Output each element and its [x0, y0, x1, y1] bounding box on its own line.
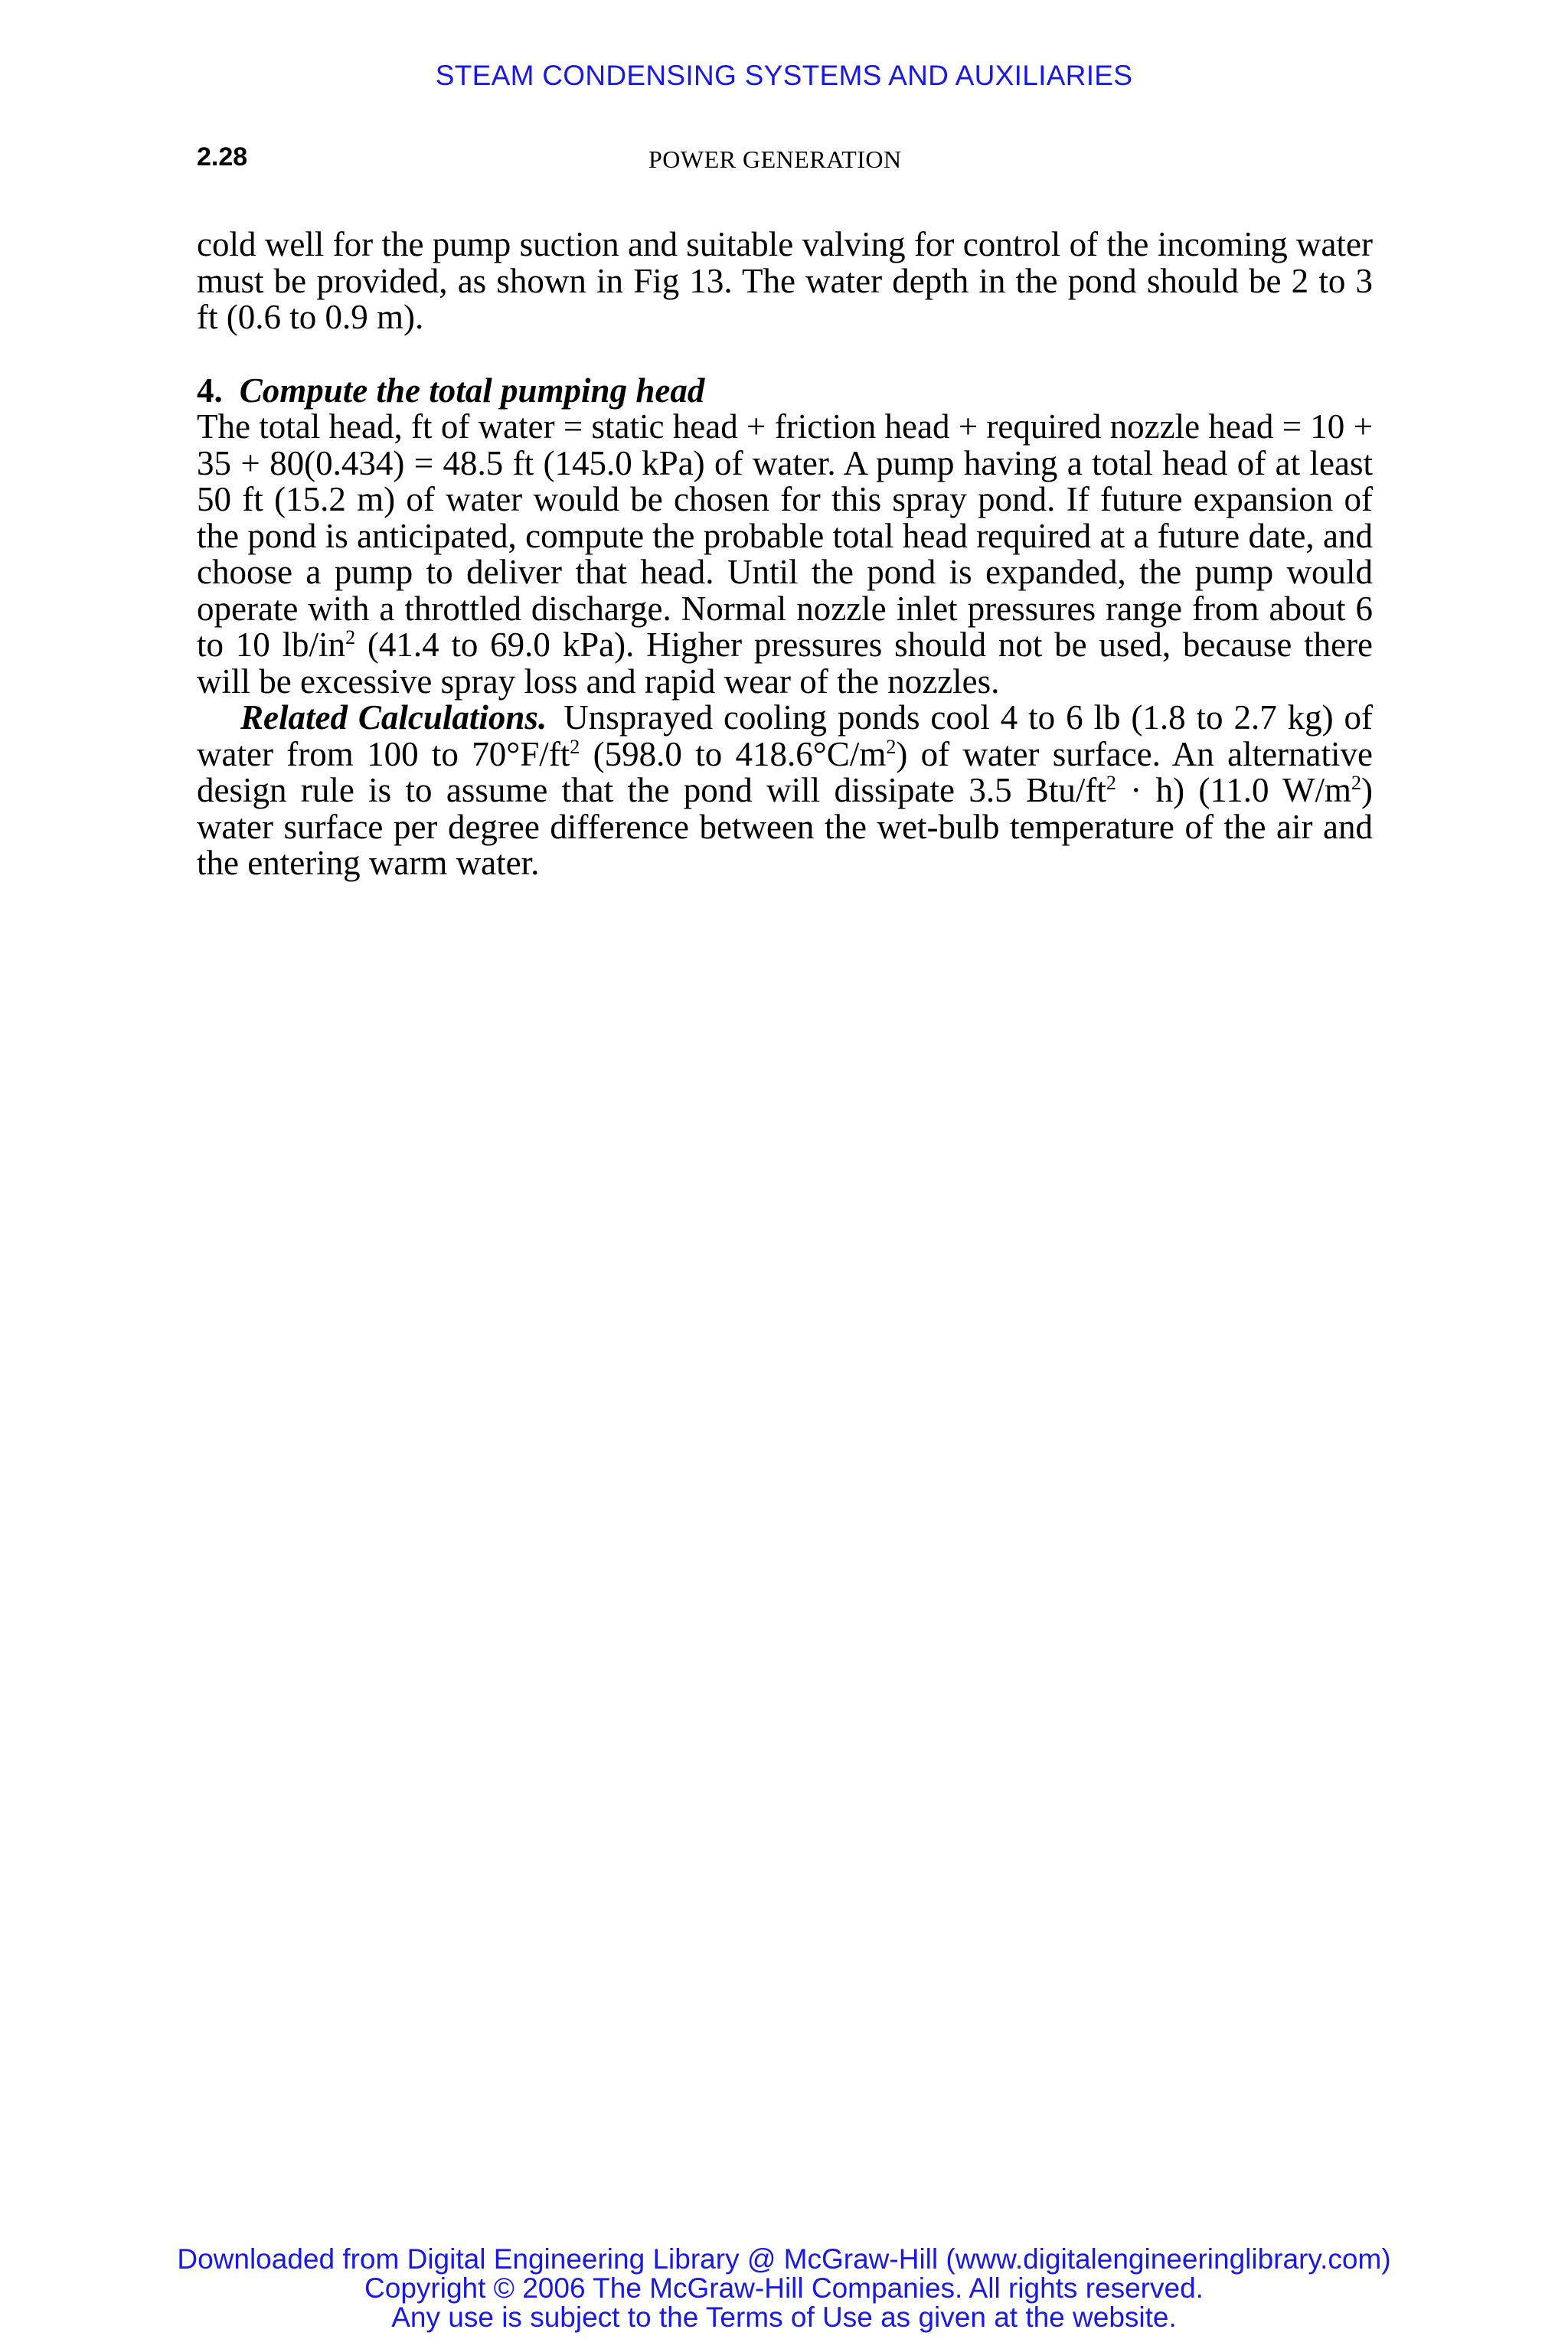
step-number: 4. [197, 371, 223, 410]
page-header [197, 142, 1373, 179]
footer [0, 2245, 1568, 2332]
superscript: 2 [1351, 772, 1361, 794]
related-text-2: (598.0 to 418.6°C/m [580, 734, 887, 773]
related-calculations-label: Related Calculations. [240, 698, 547, 737]
continued-paragraph: cold well for the pump suction and suitable valving for control of the incoming water must be provided, as shown in Fig 13. The water depth in the pond should be 2 to 3 ft (0.6 to 0.9 m). [197, 225, 1373, 336]
body-text [197, 227, 1373, 882]
running-head: STEAM CONDENSING SYSTEMS AND AUXILIARIES [435, 60, 1133, 91]
superscript: 2 [570, 735, 580, 758]
footer-terms-link[interactable]: Any use is subject to the Terms of Use as given at the website. [391, 2301, 1177, 2333]
step-title: Compute the total pumping head [239, 371, 705, 410]
related-text-3: ) of water surface. An alternative design rule is to assume that the pond will dissipate 3.5 Btu/ft [197, 734, 1373, 809]
related-text-1: Unsprayed cooling ponds cool 4 to 6 lb (1.8 to 2.7 kg) of water from 100 to 70°F/ft [197, 698, 1374, 773]
related-text-5: ) water surface per degree difference between the wet-bulb temperature of the air and the entering warm water. [197, 771, 1373, 882]
book-title: POWER GENERATION [648, 145, 902, 173]
related-calculations-paragraph [197, 700, 1373, 882]
superscript: 2 [345, 626, 356, 648]
related-text-4: · h) (11.0 W/m [1116, 771, 1351, 809]
step-text-part2: (41.4 to 69.0 kPa). Higher pressures should not be used, because there will be excessive spray loss and rapid wear of the nozzles. [197, 626, 1374, 701]
footer-download-link[interactable]: Downloaded from Digital Engineering Library @ McGraw-Hill (www.digitalengineeringlibrary.com) [177, 2243, 1391, 2275]
step-text-part1: The total head, ft of water = static head + friction head + required nozzle head = 10 + 35 + 80(0.434) = 48.5 ft (145.0 kPa) of water. A pump having a total head of at least 50 ft (15.2 m) of water would be chosen for this spray pond. If future expansion of the pond is anticipated, compute the probable total head required at a future date, and choose a pump to deliver that head. Until the pond is expanded, the pump would operate with a throttled discharge. Normal nozzle inlet pressures range from about 6 to 10 lb/in [197, 407, 1373, 664]
footer-copyright: Copyright © 2006 The McGraw-Hill Companies. All rights reserved. [364, 2272, 1204, 2304]
superscript: 2 [1106, 772, 1116, 794]
step-paragraph [197, 409, 1373, 700]
superscript: 2 [886, 735, 897, 758]
page-number: 2.28 [197, 142, 248, 172]
step-heading [197, 373, 1373, 410]
